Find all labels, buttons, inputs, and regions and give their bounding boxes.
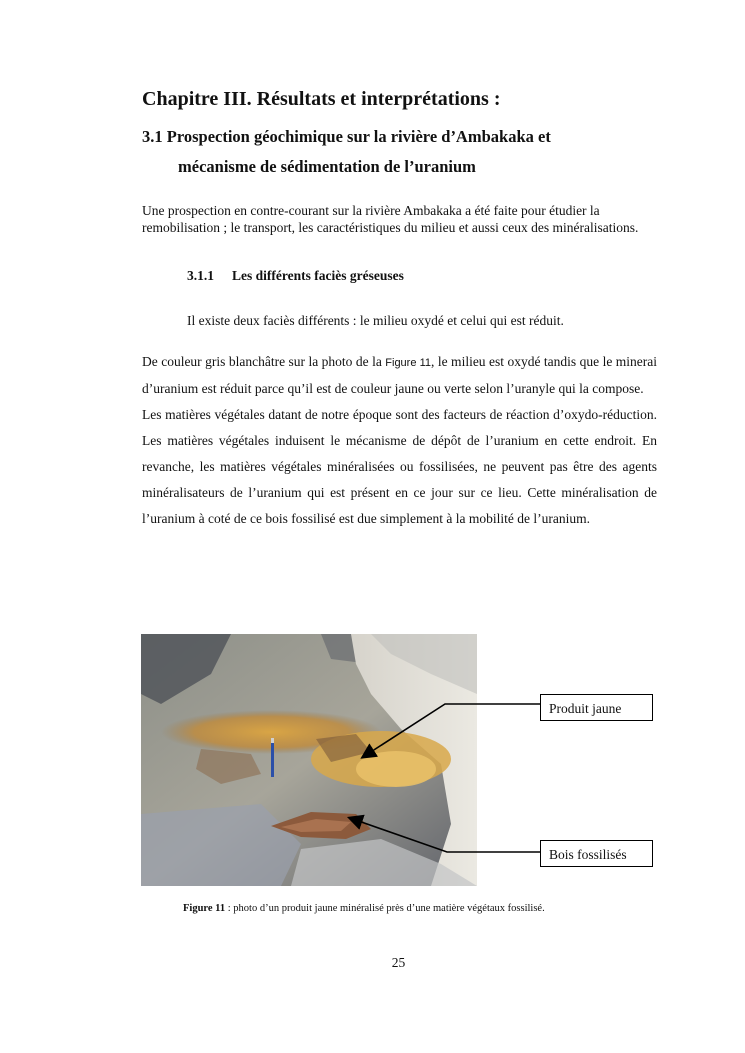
figure-caption (183, 903, 683, 914)
section-title-line1: 3.1 Prospection géochimique sur la rivière d’Ambakaka et (142, 127, 551, 146)
chapter-title: Chapitre III. Résultats et interprétations : (142, 88, 501, 110)
subsection-heading (187, 268, 647, 284)
caption-text: : photo d’un produit jaune minéralisé près d’une matière végétaux fossilisé. (225, 903, 545, 914)
figure-reference: Figure 11 (385, 357, 432, 369)
intro-paragraph: Une prospection en contre-courant sur la rivière Ambakaka a été faite pour étudier la remobilisation ; le transport, les caractéristiques du milieu et aussi ceux des minéralisations. (142, 203, 639, 235)
label-bois-fossilises: Bois fossilisés (540, 840, 653, 867)
subsection-title: Les différents faciès gréseuses (232, 268, 404, 283)
label-produit-jaune: Produit jaune (540, 694, 653, 721)
figure-photo (141, 634, 477, 886)
paragraph-1-after: , le milieu est oxydé tandis que le minerai d’uranium est réduit parce qu’il est de couleur jaune ou verte selon l’uranyle qui la compose. (142, 354, 657, 396)
paragraph-1 (142, 349, 657, 402)
paragraph-1-before: De couleur gris blanchâtre sur la photo de la (142, 354, 386, 369)
caption-figure-number: Figure 11 (183, 903, 226, 914)
subsection-number: 3.1.1 (187, 268, 214, 283)
page-number: 25 (391, 955, 406, 970)
body-text (142, 349, 657, 532)
facies-sentence: Il existe deux faciès différents : le milieu oxydé et celui qui est réduit. (187, 313, 564, 328)
paragraph-2: Les matières végétales datant de notre époque sont des facteurs de réaction d’oxydo-réduction. Les matières végétales induisent le mécanisme de dépôt de l’uranium en cette endroit. En revanche, les matières végétales minéralisées ou fossilisées, ne peuvent pas être des agents minéralisateurs de l’uranium qui est présent en ce jour sur ce lieu. Cette minéralisation de l’uranium à coté de ce bois fossilisé est due simplement à la mobilité de l’uranium. (142, 407, 657, 526)
section-title-line2: mécanisme de sédimentation de l’uranium (178, 157, 476, 176)
